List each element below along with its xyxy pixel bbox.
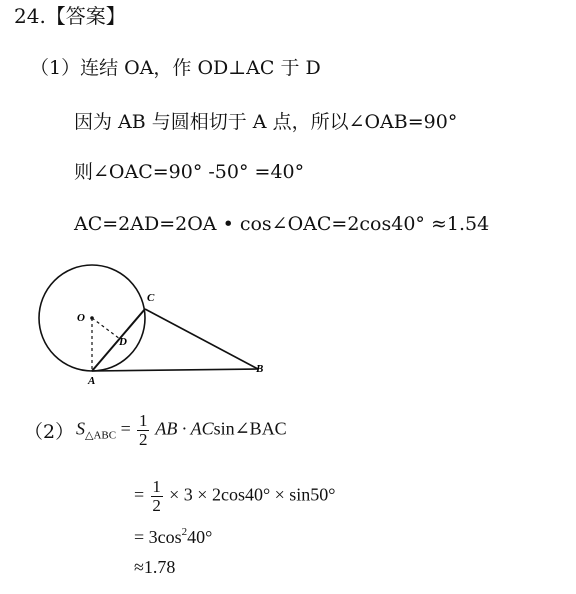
- fraction-half: [137, 412, 149, 449]
- step3-pre: = 3cos: [134, 527, 182, 547]
- step2-rest: × 3 × 2cos40° × sin50°: [169, 484, 336, 505]
- area-step-substitute: [134, 478, 336, 515]
- area-step-simplify: [134, 526, 212, 548]
- label-a: A: [88, 375, 96, 387]
- fraction-denominator: 2: [138, 430, 148, 449]
- part1-line-ac: AC=2AD=2OA • cos∠OAC=2cos40° ≈1.54: [74, 213, 490, 235]
- part1-title: （1）连结 OA，作 OD⊥AC 于 D: [30, 57, 321, 79]
- area-rhs-product: AB · AC: [155, 418, 214, 439]
- area-symbol: S: [76, 418, 85, 439]
- equals-sign: =: [120, 418, 131, 439]
- geometry-figure: [30, 262, 280, 400]
- area-rhs-sin: sin∠BAC: [213, 418, 287, 439]
- label-o: O: [77, 312, 85, 324]
- label-b: B: [256, 363, 264, 375]
- step2-denominator: 2: [152, 496, 161, 515]
- area-result: ≈1.78: [134, 557, 176, 577]
- label-d: D: [119, 336, 127, 348]
- step3-exponent: 2: [181, 526, 188, 538]
- part1-line-angle: 则∠OAC=90° -50° =40°: [74, 161, 305, 183]
- part1-line-tangent: 因为 AB 与圆相切于 A 点，所以∠OAB=90°: [74, 111, 458, 133]
- fraction-numerator: 1: [138, 411, 148, 430]
- step2-equals: =: [134, 484, 145, 505]
- center-point: [90, 316, 94, 320]
- segment-od-dashed: [92, 318, 120, 339]
- segment-cb: [145, 309, 258, 369]
- step2-fraction: [151, 478, 163, 515]
- segment-ab: [92, 369, 258, 371]
- answer-heading: 24.【答案】: [14, 4, 126, 28]
- step3-post: 40°: [187, 527, 213, 547]
- part2-label: （2）: [24, 421, 75, 443]
- label-c: C: [147, 292, 155, 304]
- area-subscript: △ABC: [85, 429, 117, 442]
- area-formula: [76, 412, 287, 449]
- step2-numerator: 1: [152, 477, 161, 496]
